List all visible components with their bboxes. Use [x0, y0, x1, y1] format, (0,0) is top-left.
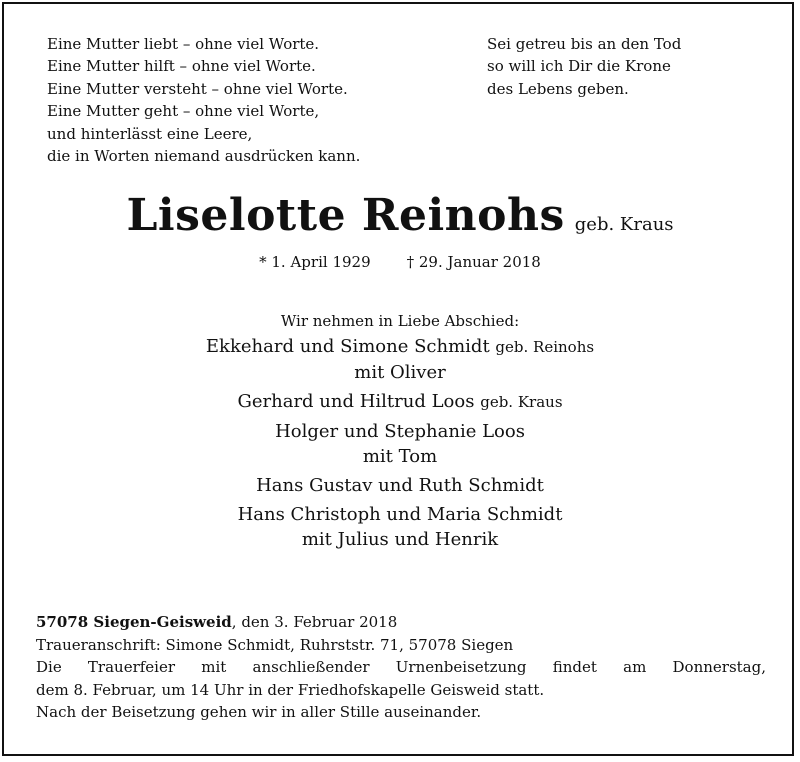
- mourning-address: Traueranschrift: Simone Schmidt, Ruhrststr. 71, 57078 Siegen: [36, 635, 514, 654]
- mourner-entry: [0, 389, 800, 415]
- ceremony-text-line1: Die Trauerfeier mit anschließender Urnenbeisetzung findet am Donnerstag,: [36, 658, 766, 676]
- place-date: [36, 611, 766, 634]
- mourner-names: Holger und Stephanie Loos: [275, 421, 525, 442]
- notice-footer: [36, 611, 766, 724]
- poem-left-line: Eine Mutter versteht – ohne viel Worte.: [47, 79, 348, 98]
- mourner-sub: mit Oliver: [354, 362, 446, 383]
- maiden-name: geb. Kraus: [574, 214, 674, 235]
- ceremony-text-line2: dem 8. Februar, um 14 Uhr in der Friedhofskapelle Geisweid statt.: [36, 680, 545, 699]
- mourner-entry: [0, 334, 800, 385]
- verse-line: so will ich Dir die Krone: [487, 57, 671, 76]
- mourner-sub: mit Julius und Henrik: [301, 529, 499, 550]
- mourner-note: geb. Kraus: [480, 393, 563, 411]
- mourner-names: Hans Gustav und Ruth Schmidt: [256, 475, 544, 496]
- life-dates: [0, 253, 800, 271]
- deceased-name-row: [0, 190, 800, 241]
- mourners-list: [0, 334, 800, 556]
- mourner-line: [0, 389, 800, 415]
- mourner-entry: [0, 419, 800, 469]
- farewell-heading: Wir nehmen in Liebe Abschied:: [280, 312, 520, 330]
- mourner-line: [0, 334, 800, 360]
- mourner-sub: mit Tom: [362, 446, 438, 467]
- birth-date: * 1. April 1929: [259, 253, 371, 271]
- bible-verse: [487, 33, 681, 100]
- closing-text: Nach der Beisetzung gehen wir in aller Stille auseinander.: [36, 703, 482, 721]
- poem-left-line: Eine Mutter geht – ohne viel Worte,: [47, 102, 320, 121]
- verse-line: Sei getreu bis an den Tod: [487, 35, 682, 53]
- mourner-note: geb. Reinohs: [495, 338, 595, 356]
- death-date: † 29. Januar 2018: [406, 253, 541, 271]
- mourner-entry: [0, 473, 800, 498]
- date: , den 3. Februar 2018: [231, 613, 398, 631]
- mourner-names: Ekkehard und Simone Schmidt: [205, 336, 490, 357]
- deceased-name: Liselotte Reinohs: [126, 190, 565, 241]
- verse-line: des Lebens geben.: [487, 79, 629, 98]
- mourner-names: Hans Christoph und Maria Schmidt: [237, 504, 563, 525]
- poem-left-line: Eine Mutter liebt – ohne viel Worte.: [47, 35, 320, 53]
- poem-left-line: und hinterlässt eine Leere,: [47, 124, 253, 143]
- mourner-entry: [0, 502, 800, 552]
- mourner-names: Gerhard und Hiltrud Loos: [237, 391, 475, 412]
- poem-left-line: die in Worten niemand ausdrücken kann.: [47, 147, 361, 166]
- poem-left: [47, 33, 360, 167]
- place: 57078 Siegen-Geisweid: [36, 613, 232, 631]
- poem-left-line: Eine Mutter hilft – ohne viel Worte.: [47, 57, 316, 76]
